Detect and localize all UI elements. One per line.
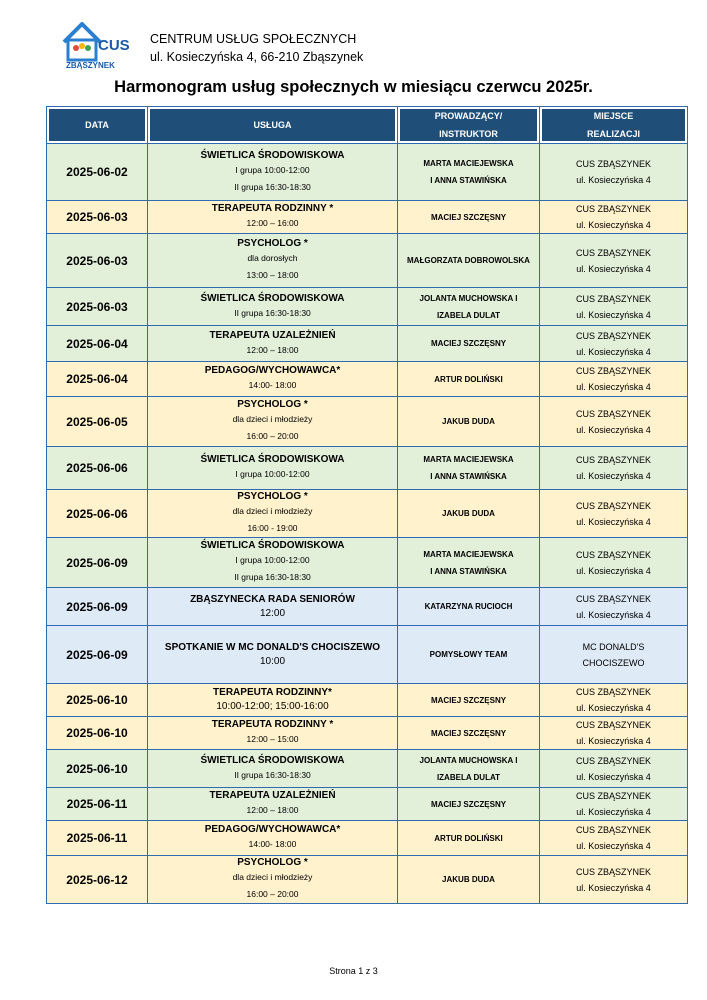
row-service	[148, 821, 398, 856]
row-place	[540, 447, 688, 490]
place-line: CUS ZBĄSZYNEK	[575, 549, 651, 560]
org-address: ul. Kosieczyńska 4, 66-210 Zbąszynek	[150, 50, 364, 64]
page-header	[60, 16, 660, 72]
row-instructor	[398, 144, 540, 201]
row-place	[540, 144, 688, 201]
instructor-name: JOLANTA MUCHOWSKA I	[419, 293, 518, 303]
row-instructor	[398, 490, 540, 538]
service-title: TERAPEUTA UZALEŻNIEŃ	[209, 790, 336, 801]
place-line: CUS ZBĄSZYNEK	[575, 408, 651, 419]
schedule-table	[46, 106, 688, 904]
place-line: CUS ZBĄSZYNEK	[575, 500, 651, 511]
row-place	[540, 538, 688, 588]
service-detail: 10:00	[259, 655, 286, 667]
table-row	[47, 626, 688, 684]
service-title: PEDAGOG/WYCHOWAWCA*	[204, 824, 341, 835]
place-line: ul. Kosieczyńska 4	[576, 565, 651, 576]
column-header-place	[540, 107, 688, 144]
column-header-service: USŁUGA	[148, 107, 398, 144]
service-detail: 13:00 – 18:00	[246, 270, 299, 280]
row-service	[148, 201, 398, 234]
service-title: ŚWIETLICA ŚRODOWISKOWA	[200, 754, 345, 766]
row-service	[148, 588, 398, 626]
row-place	[540, 750, 688, 788]
row-place	[540, 397, 688, 447]
row-service	[148, 788, 398, 821]
table-row	[47, 144, 688, 201]
service-title: PSYCHOLOG *	[237, 238, 308, 249]
place-line: ul. Kosieczyńska 4	[576, 263, 651, 274]
service-detail: I grupa 10:00-12:00	[235, 555, 310, 565]
column-header-place-line-1: MIEJSCE	[593, 111, 634, 121]
place-line: CUS ZBĄSZYNEK	[575, 247, 651, 258]
service-title: TERAPEUTA UZALEŻNIEŃ	[209, 329, 336, 341]
service-detail: 16:00 – 20:00	[246, 889, 299, 899]
row-service	[148, 397, 398, 447]
row-date: 2025-06-04	[47, 326, 148, 362]
row-place	[540, 490, 688, 538]
instructor-name: I ANNA STAWIŃSKA	[430, 472, 507, 481]
row-instructor	[398, 201, 540, 234]
instructor-name: MACIEJ SZCZĘSNY	[430, 212, 507, 222]
row-service	[148, 362, 398, 397]
instructor-name: IZABELA DULAT	[436, 310, 501, 320]
service-detail: 10:00-12:00; 15:00-16:00	[216, 701, 329, 712]
instructor-name: ARTUR DOLIŃSKI	[434, 833, 503, 843]
row-service	[148, 750, 398, 788]
service-title: TERAPEUTA RODZINNY*	[213, 687, 332, 698]
row-instructor	[398, 750, 540, 788]
row-instructor	[398, 362, 540, 397]
instructor-name: JAKUB DUDA	[442, 417, 495, 426]
table-row	[47, 362, 688, 397]
service-title: PSYCHOLOG *	[237, 491, 308, 502]
place-line: ul. Kosieczyńska 4	[576, 424, 651, 435]
table-row	[47, 490, 688, 538]
row-date: 2025-06-10	[47, 717, 148, 750]
table-row	[47, 201, 688, 234]
place-line: CUS ZBĄSZYNEK	[575, 330, 651, 341]
service-title: ŚWIETLICA ŚRODOWISKOWA	[200, 149, 345, 161]
row-service	[148, 447, 398, 490]
row-service	[148, 538, 398, 588]
instructor-name: JOLANTA MUCHOWSKA I	[419, 755, 518, 765]
row-date: 2025-06-03	[47, 234, 148, 288]
row-place	[540, 626, 688, 684]
row-service	[148, 684, 398, 717]
place-line: ul. Kosieczyńska 4	[576, 309, 651, 320]
row-place	[540, 856, 688, 904]
service-title: PEDAGOG/WYCHOWAWCA*	[204, 365, 341, 376]
table-row	[47, 717, 688, 750]
service-detail: II grupa 16:30-18:30	[234, 307, 311, 318]
row-instructor	[398, 397, 540, 447]
row-date: 2025-06-06	[47, 447, 148, 490]
service-title: TERAPEUTA RODZINNY *	[211, 719, 334, 730]
place-line: CUS ZBĄSZYNEK	[575, 593, 651, 604]
service-title: PSYCHOLOG *	[237, 857, 308, 868]
row-date: 2025-06-10	[47, 750, 148, 788]
place-line: CUS ZBĄSZYNEK	[575, 825, 651, 835]
place-line: ul. Kosieczyńska 4	[576, 807, 651, 817]
service-detail: dla dorosłych	[247, 253, 298, 263]
table-row	[47, 750, 688, 788]
row-date: 2025-06-02	[47, 144, 148, 201]
column-header-instructor-line-2: INSTRUKTOR	[439, 129, 498, 139]
logo-text: CUS	[98, 37, 130, 54]
service-detail: 16:00 - 19:00	[247, 523, 298, 533]
service-detail: II grupa 16:30-18:30	[234, 769, 311, 780]
table-row	[47, 288, 688, 326]
place-line: ul. Kosieczyńska 4	[576, 703, 651, 713]
instructor-name: MACIEJ SZCZĘSNY	[430, 695, 507, 705]
place-line: ul. Kosieczyńska 4	[576, 841, 651, 851]
service-detail: II grupa 16:30-18:30	[234, 572, 311, 582]
instructor-name: ARTUR DOLIŃSKI	[434, 374, 503, 384]
place-line: ul. Kosieczyńska 4	[576, 736, 651, 746]
service-detail: II grupa 16:30-18:30	[234, 181, 311, 192]
instructor-name: MAŁGORZATA DOBROWOLSKA	[407, 256, 530, 265]
row-service	[148, 144, 398, 201]
place-line: ul. Kosieczyńska 4	[576, 175, 651, 185]
service-detail: dla dzieci i młodzieży	[232, 872, 313, 882]
service-title: PSYCHOLOG *	[237, 399, 308, 410]
table-row	[47, 856, 688, 904]
row-date: 2025-06-03	[47, 288, 148, 326]
row-service	[148, 626, 398, 684]
row-date: 2025-06-09	[47, 588, 148, 626]
instructor-name: KATARZYNA RUCIOCH	[424, 602, 513, 611]
row-instructor	[398, 234, 540, 288]
row-instructor	[398, 288, 540, 326]
place-line: ul. Kosieczyńska 4	[576, 609, 651, 620]
place-line: CUS ZBĄSZYNEK	[575, 720, 651, 730]
row-place	[540, 362, 688, 397]
service-detail: dla dzieci i młodzieży	[232, 414, 313, 424]
row-instructor	[398, 588, 540, 626]
row-date: 2025-06-12	[47, 856, 148, 904]
instructor-name: JAKUB DUDA	[442, 509, 495, 518]
page-title: Harmonogram usług społecznych w miesiącu czerwcu 2025r.	[114, 78, 593, 96]
row-place	[540, 326, 688, 362]
row-place	[540, 788, 688, 821]
row-instructor	[398, 684, 540, 717]
row-date: 2025-06-11	[47, 821, 148, 856]
place-line: CUS ZBĄSZYNEK	[575, 755, 651, 766]
service-detail: 16:00 – 20:00	[246, 431, 299, 441]
place-line: ul. Kosieczyńska 4	[576, 516, 651, 527]
row-date: 2025-06-03	[47, 201, 148, 234]
instructor-name: MARTA MACIEJEWSKA	[423, 159, 514, 168]
instructor-name: MACIEJ SZCZĘSNY	[430, 728, 507, 738]
cus-logo	[60, 16, 142, 72]
place-line: CUS ZBĄSZYNEK	[575, 204, 651, 214]
row-instructor	[398, 788, 540, 821]
instructor-name: JAKUB DUDA	[442, 875, 495, 884]
column-header-place-line-2: REALIZACJI	[586, 129, 640, 139]
place-line: CUS ZBĄSZYNEK	[575, 366, 651, 376]
instructor-name: I ANNA STAWIŃSKA	[430, 176, 507, 185]
table-header-row	[47, 107, 688, 144]
service-detail: I grupa 10:00-12:00	[235, 164, 310, 175]
row-instructor	[398, 821, 540, 856]
row-instructor	[398, 538, 540, 588]
place-line: CUS ZBĄSZYNEK	[575, 159, 651, 169]
row-date: 2025-06-09	[47, 538, 148, 588]
service-detail: 12:00 – 18:00	[246, 805, 299, 815]
table-row	[47, 538, 688, 588]
table-row	[47, 821, 688, 856]
row-place	[540, 821, 688, 856]
place-line: ul. Kosieczyńska 4	[576, 346, 651, 357]
column-header-instructor-line-1: PROWADZĄCY/	[434, 111, 503, 121]
place-line: CUS ZBĄSZYNEK	[575, 455, 651, 465]
instructor-name: POMYSŁOWY TEAM	[429, 650, 508, 659]
table-row	[47, 447, 688, 490]
service-detail: 12:00 – 18:00	[246, 344, 299, 355]
place-line: CUS ZBĄSZYNEK	[575, 791, 651, 801]
row-date: 2025-06-09	[47, 626, 148, 684]
row-place	[540, 717, 688, 750]
row-place	[540, 201, 688, 234]
instructor-name: MACIEJ SZCZĘSNY	[430, 339, 507, 348]
row-instructor	[398, 447, 540, 490]
org-info	[150, 30, 363, 66]
place-line: ul. Kosieczyńska 4	[576, 771, 651, 782]
row-date: 2025-06-11	[47, 788, 148, 821]
page-footer: Strona 1 z 3	[329, 966, 378, 976]
service-title: ŚWIETLICA ŚRODOWISKOWA	[200, 292, 345, 304]
service-detail: 14:00- 18:00	[248, 839, 297, 849]
row-instructor	[398, 326, 540, 362]
instructor-name: MARTA MACIEJEWSKA	[423, 549, 514, 559]
service-detail: 12:00 – 15:00	[246, 734, 299, 744]
table-row	[47, 234, 688, 288]
row-place	[540, 588, 688, 626]
instructor-name: MARTA MACIEJEWSKA	[423, 455, 514, 464]
row-service	[148, 288, 398, 326]
service-detail: dla dzieci i młodzieży	[232, 506, 313, 516]
row-service	[148, 326, 398, 362]
row-service	[148, 234, 398, 288]
instructor-name: I ANNA STAWIŃSKA	[430, 566, 507, 576]
instructor-name: IZABELA DULAT	[436, 772, 501, 782]
row-instructor	[398, 717, 540, 750]
instructor-name: MACIEJ SZCZĘSNY	[430, 799, 507, 809]
table-row	[47, 397, 688, 447]
row-instructor	[398, 856, 540, 904]
table-row	[47, 788, 688, 821]
service-detail: I grupa 10:00-12:00	[235, 469, 310, 479]
row-date: 2025-06-06	[47, 490, 148, 538]
place-line: CUS ZBĄSZYNEK	[575, 687, 651, 697]
place-line: ul. Kosieczyńska 4	[576, 882, 651, 893]
row-service	[148, 490, 398, 538]
row-place	[540, 288, 688, 326]
place-line: ul. Kosieczyńska 4	[576, 220, 651, 230]
row-date: 2025-06-10	[47, 684, 148, 717]
service-title: ŚWIETLICA ŚRODOWISKOWA	[200, 540, 345, 551]
service-title: ZBĄSZYNECKA RADA SENIORÓW	[190, 593, 355, 605]
place-line: MC DONALD'S	[582, 641, 645, 652]
place-line: CUS ZBĄSZYNEK	[575, 866, 651, 877]
logo-city: ZBĄSZYNEK	[66, 61, 115, 70]
column-header-instructor	[398, 107, 540, 144]
place-line: CUS ZBĄSZYNEK	[575, 293, 651, 304]
table-row	[47, 588, 688, 626]
row-date: 2025-06-04	[47, 362, 148, 397]
row-place	[540, 684, 688, 717]
service-title: TERAPEUTA RODZINNY *	[211, 203, 334, 214]
row-service	[148, 717, 398, 750]
service-detail: 12:00	[259, 607, 286, 619]
service-title: SPOTKANIE W MC DONALD'S CHOCISZEWO	[164, 641, 381, 653]
row-service	[148, 856, 398, 904]
table-row	[47, 326, 688, 362]
service-detail: 12:00 – 16:00	[246, 218, 299, 228]
row-place	[540, 234, 688, 288]
service-title: ŚWIETLICA ŚRODOWISKOWA	[200, 454, 345, 465]
place-line: ul. Kosieczyńska 4	[576, 471, 651, 481]
place-line: ul. Kosieczyńska 4	[576, 382, 651, 392]
column-header-date: DATA	[47, 107, 148, 144]
table-row	[47, 684, 688, 717]
org-name: CENTRUM USŁUG SPOŁECZNYCH	[150, 32, 357, 46]
service-detail: 14:00- 18:00	[248, 380, 297, 390]
row-date: 2025-06-05	[47, 397, 148, 447]
place-line: CHOCISZEWO	[582, 657, 645, 668]
row-instructor	[398, 626, 540, 684]
